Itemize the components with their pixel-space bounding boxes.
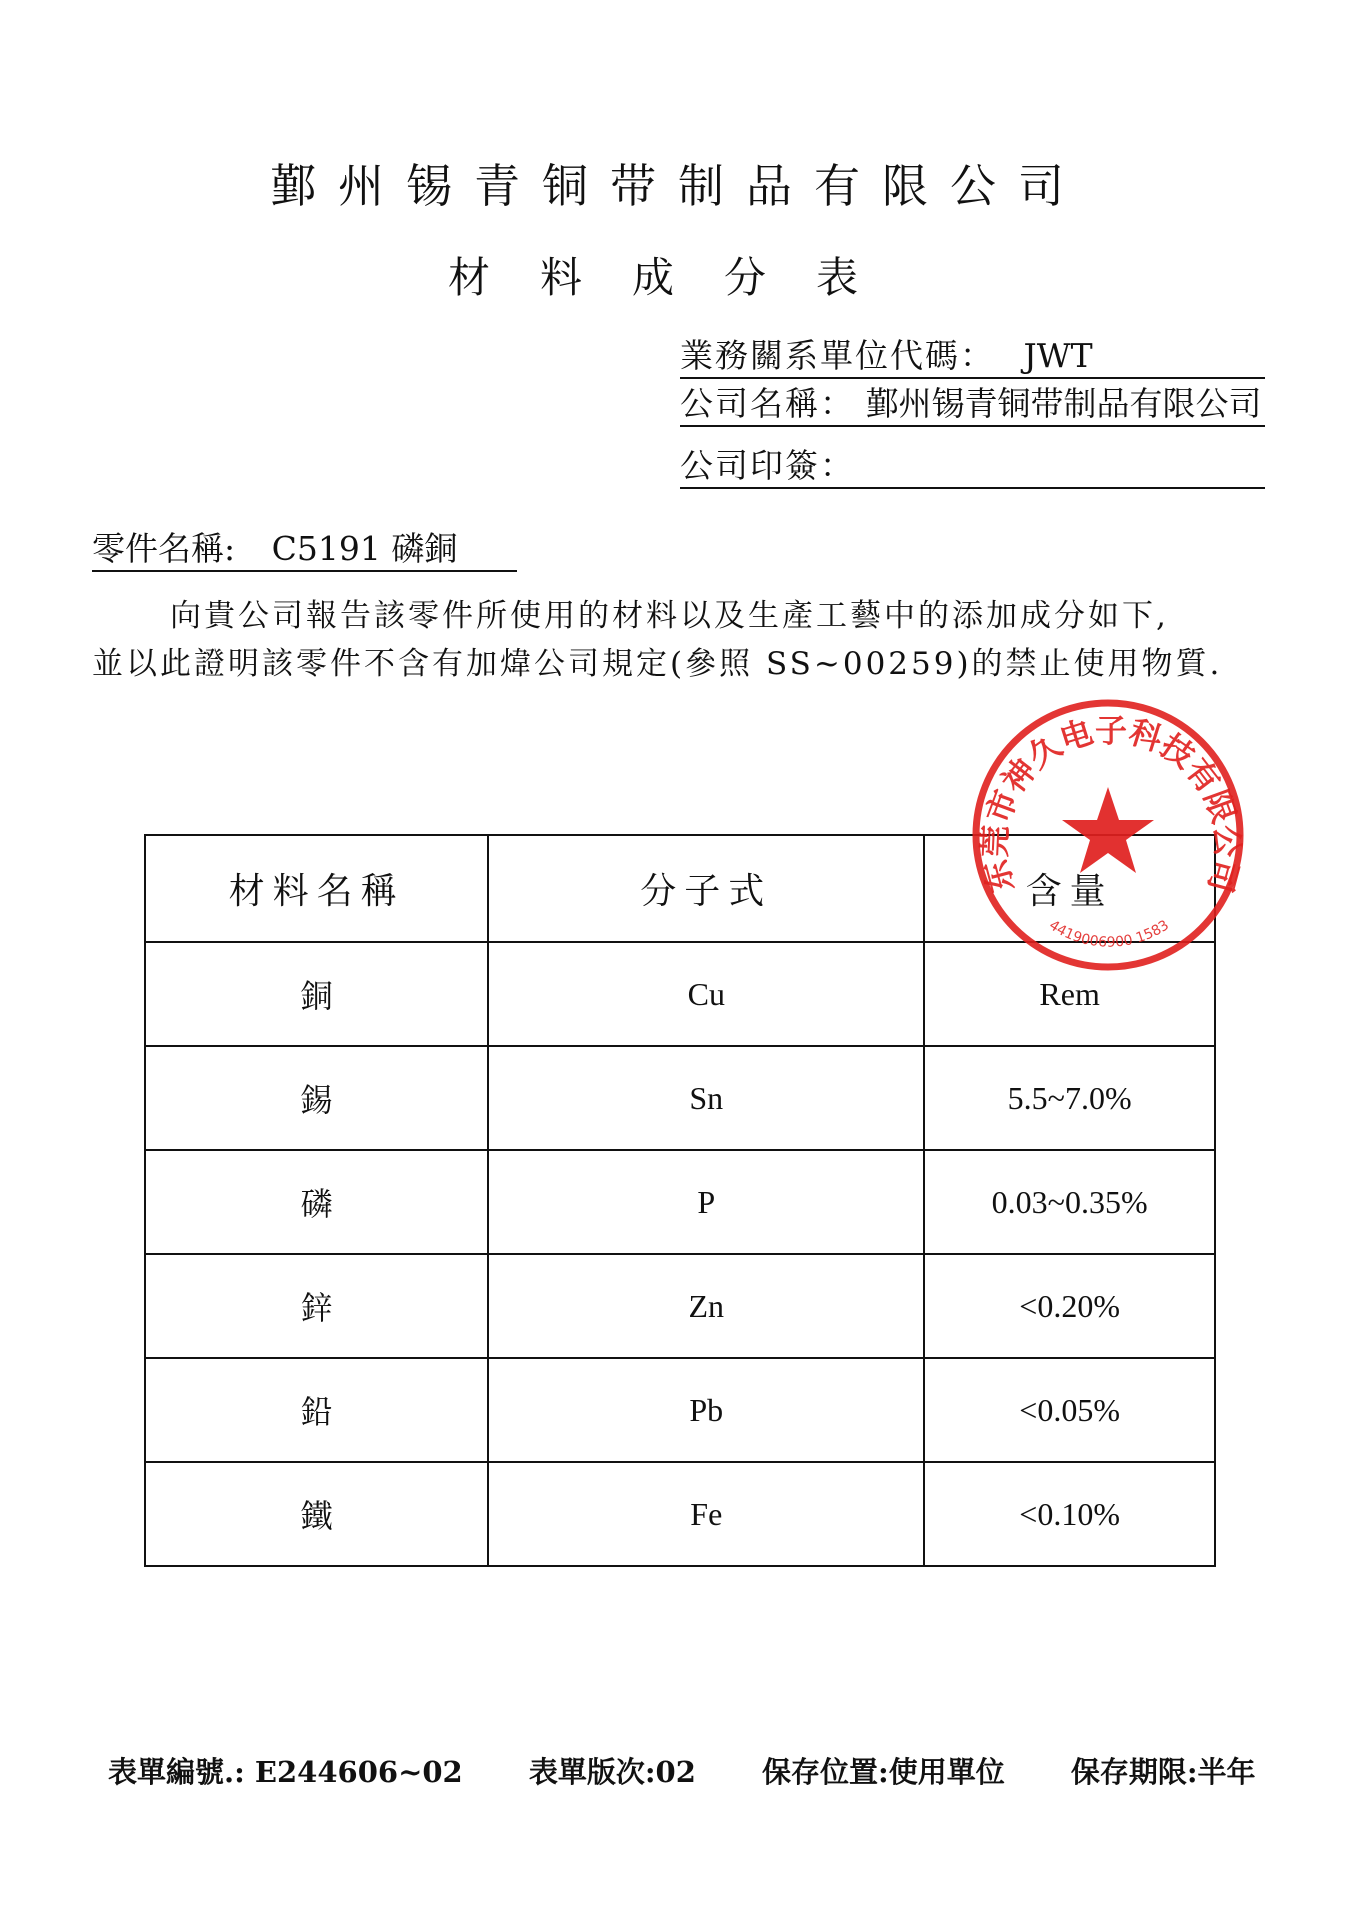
part-name-field xyxy=(92,528,517,572)
table-row xyxy=(145,1358,1215,1462)
company-seal-label: 公司印簽： xyxy=(680,446,855,485)
cell-content: 5.5~7.0% xyxy=(924,1046,1215,1150)
cell-formula: Pb xyxy=(488,1358,924,1462)
cell-content: 0.03~0.35% xyxy=(924,1150,1215,1254)
cell-content: <0.10% xyxy=(924,1462,1215,1566)
cell-material-name: 鉛 xyxy=(145,1358,488,1462)
footer-version: 表單版次:02 xyxy=(528,1755,696,1789)
table-row xyxy=(145,1150,1215,1254)
header-formula: 分子式 xyxy=(488,835,924,942)
company-title: 鄞州锡青铜带制品有限公司 xyxy=(270,159,1086,213)
cell-formula: Fe xyxy=(488,1462,924,1566)
table-row xyxy=(145,1462,1215,1566)
company-name-field xyxy=(680,383,1265,427)
cell-content: <0.05% xyxy=(924,1358,1215,1462)
form-title: 材料成分表 xyxy=(447,253,908,302)
statement-line-2: 並以此證明該零件不含有加煒公司規定(參照 SS~00259)的禁止使用物質. xyxy=(92,646,1223,682)
cell-formula: Cu xyxy=(488,942,924,1046)
company-name-label: 公司名稱： xyxy=(680,384,855,423)
table-row xyxy=(145,1254,1215,1358)
table-row xyxy=(145,1046,1215,1150)
company-name-value: 鄞州锡青铜带制品有限公司 xyxy=(865,384,1262,423)
cell-formula: P xyxy=(488,1150,924,1254)
cell-material-name: 銅 xyxy=(145,942,488,1046)
footer-form-number: 表單編號.: E244606~02 xyxy=(108,1755,463,1789)
footer-location: 保存位置:使用單位 xyxy=(762,1755,1005,1789)
cell-formula: Zn xyxy=(488,1254,924,1358)
part-name-value: C5191 磷銅 xyxy=(271,529,458,568)
cell-material-name: 鋅 xyxy=(145,1254,488,1358)
seal-name-text: 东莞市神久电子科技有限公司 xyxy=(975,711,1247,897)
cell-material-name: 鐵 xyxy=(145,1462,488,1566)
header-content: 含量 xyxy=(924,835,1215,942)
header-material-name: 材料名稱 xyxy=(145,835,488,942)
business-code-label: 業務關系單位代碼： xyxy=(680,336,995,375)
business-code-field xyxy=(680,335,1265,379)
business-code-value: JWT xyxy=(1023,336,1093,375)
cell-material-name: 磷 xyxy=(145,1150,488,1254)
seal-star-icon xyxy=(1062,787,1154,873)
company-seal-field xyxy=(680,445,1265,489)
statement-line-1: 向貴公司報告該零件所使用的材料以及生產工藝中的添加成分如下, xyxy=(170,598,1169,634)
seal-number-text: 4419006900 1583 xyxy=(1046,917,1172,951)
cell-formula: Sn xyxy=(488,1046,924,1150)
cell-material-name: 錫 xyxy=(145,1046,488,1150)
company-seal-stamp xyxy=(968,695,1248,975)
part-name-label: 零件名稱: xyxy=(92,529,236,568)
form-footer xyxy=(108,1750,1258,1791)
cell-content: <0.20% xyxy=(924,1254,1215,1358)
cell-content: Rem xyxy=(924,942,1215,1046)
footer-retention: 保存期限:半年 xyxy=(1070,1755,1256,1789)
